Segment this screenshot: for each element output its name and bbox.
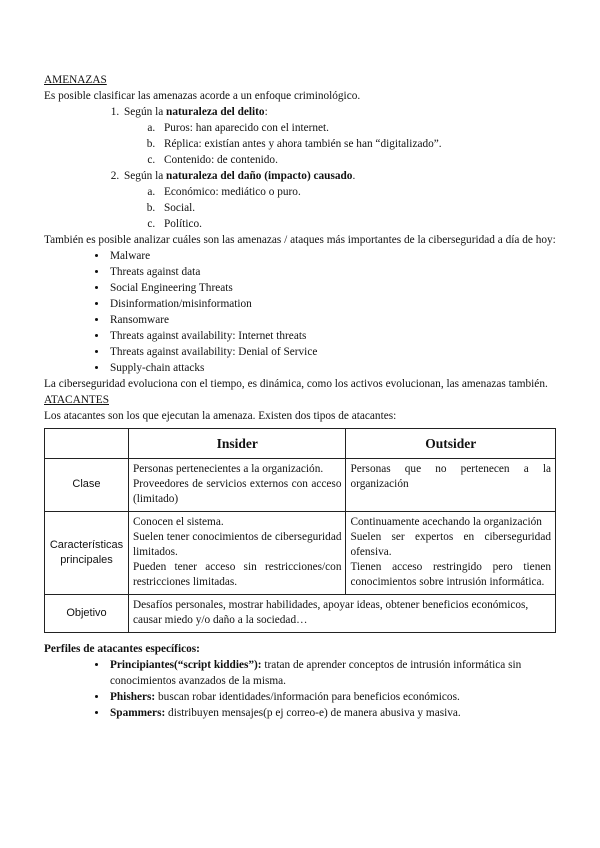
threat-item: • Threats against data (108, 264, 556, 280)
profile-name: Principiantes(“script kiddies”): (110, 659, 262, 671)
outsider-cell (346, 512, 556, 595)
cell-line: Conocen el sistema. (132, 516, 224, 528)
list-item (122, 168, 556, 232)
profile-item (108, 689, 556, 705)
list-item-bold: naturaleza del delito (166, 106, 265, 118)
table-header-row (45, 429, 556, 459)
list-item-suffix: : (264, 106, 268, 118)
threat-item: • Ransomware (108, 312, 556, 328)
list-item (122, 104, 556, 168)
threat-item: • Disinformation/misinformation (108, 296, 556, 312)
document-page (44, 72, 556, 721)
profiles-list (44, 657, 556, 721)
classification-list (44, 104, 556, 232)
sublist-item: a. Económico: mediático o puro. (158, 184, 556, 200)
profile-name: Phishers: (110, 691, 156, 703)
threats-list (44, 248, 556, 376)
cell-line: Continuamente acechando la organización (350, 516, 542, 528)
objective-cell: Desafíos personales, mostrar habilidades, apoyar ideas, obtener beneficios económicos, causar miedo y/o daño a la sociedad… (128, 595, 555, 633)
profile-desc: distribuyen mensajes(p ej correo-e) de manera abusiva y masiva. (165, 707, 461, 719)
list-item-prefix: Según la (124, 170, 167, 182)
table-header-empty (45, 429, 129, 459)
table-row (45, 512, 556, 595)
threat-item: • Supply-chain attacks (108, 360, 556, 376)
insider-cell (128, 512, 346, 595)
cell-line: Suelen ser expertos en ciberseguridad ofensiva. (350, 531, 551, 558)
cell-line: Pueden tener acceso sin restricciones/con restricciones limitadas. (132, 561, 342, 588)
threats-conclusion: La ciberseguridad evoluciona con el tiempo, es dinámica, como los activos evolucionan, las amenazas también. (44, 378, 548, 390)
sublist-item: b. Réplica: existían antes y ahora también se han “digitalizado”. (158, 136, 556, 152)
row-label: Clase (45, 459, 129, 512)
table-header-outsider: Outsider (346, 429, 556, 459)
cell-line: Proveedores de servicios externos con acceso (limitado) (132, 478, 342, 505)
sublist-item: a. Puros: han aparecido con el internet. (158, 120, 556, 136)
section-title-atacantes: ATACANTES (44, 394, 109, 406)
profiles-title: Perfiles de atacantes específicos: (44, 643, 200, 655)
profile-desc: tratan de aprender conceptos de intrusión informática sin conocimientos avanzados de la misma. (110, 659, 522, 687)
table-row (45, 595, 556, 633)
sublist-item: b. Social. (158, 200, 556, 216)
table-row (45, 459, 556, 512)
cell-line: Personas pertenecientes a la organización. (132, 463, 324, 475)
row-label: Características principales (45, 512, 129, 595)
list-item-prefix: Según la (124, 106, 167, 118)
amenazas-intro: Es posible clasificar las amenazas acorde a un enfoque criminológico. (44, 90, 361, 102)
threats-intro: También es posible analizar cuáles son las amenazas / ataques más importantes de la ciberseguridad a día de hoy: (44, 234, 556, 246)
atacantes-intro: Los atacantes son los que ejecutan la amenaza. Existen dos tipos de atacantes: (44, 410, 397, 422)
list-item-bold: naturaleza del daño (impacto) causado (166, 170, 353, 182)
outsider-cell (346, 459, 556, 512)
cell-line: Suelen tener conocimientos de ciberseguridad limitados. (132, 531, 342, 558)
insider-cell (128, 459, 346, 512)
threat-item: • Threats against availability: Internet threats (108, 328, 556, 344)
sublist-item: c. Político. (158, 216, 556, 232)
threat-item: • Malware (108, 248, 556, 264)
threat-item: • Threats against availability: Denial of Service (108, 344, 556, 360)
profile-item (108, 657, 556, 689)
attackers-table (44, 428, 556, 633)
cell-line: Personas que no pertenecen a la organización (350, 463, 551, 490)
sublist (124, 184, 556, 232)
sublist (124, 120, 556, 168)
table-header-insider: Insider (128, 429, 346, 459)
profile-desc: buscan robar identidades/información para beneficios económicos. (155, 691, 460, 703)
threat-item: • Social Engineering Threats (108, 280, 556, 296)
list-item-suffix: . (352, 170, 356, 182)
section-title-amenazas: AMENAZAS (44, 74, 107, 86)
profile-name: Spammers: (110, 707, 166, 719)
profile-item (108, 705, 556, 721)
sublist-item: c. Contenido: de contenido. (158, 152, 556, 168)
row-label: Objetivo (45, 595, 129, 633)
cell-line: Tienen acceso restringido pero tienen conocimientos sobre intrusión informática. (350, 561, 551, 588)
